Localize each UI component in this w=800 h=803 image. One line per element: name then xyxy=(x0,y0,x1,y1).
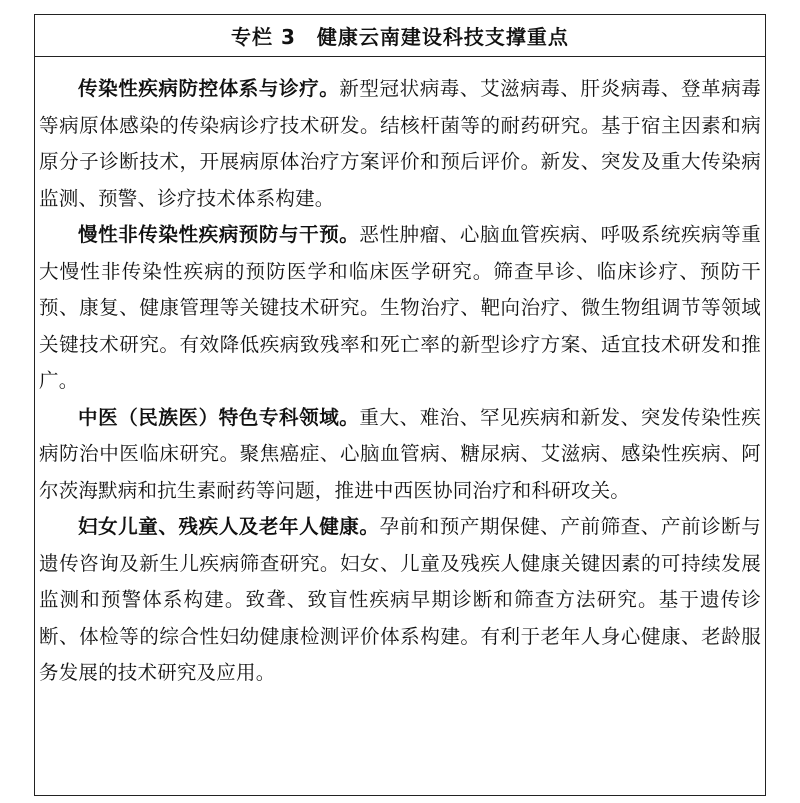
paragraph-body: 孕前和预产期保健、产前筛查、产前诊断与遗传咨询及新生儿疾病筛查研究。妇女、儿童及残疾人健康关键因素的可持续发展监测和预警体系构建。致聋、致盲性疾病早期诊断和筛查方法研究。基于遗传诊断、体检等的综合性妇幼健康检测评价体系构建。有利于老年人身心健康、老龄服务发展的技术研究及应用。 xyxy=(39,515,761,684)
paragraph-infectious-disease xyxy=(39,71,761,217)
paragraph-heading: 传染性疾病防控体系与诊疗。 xyxy=(78,77,340,100)
paragraph-body: 新型冠状病毒、艾滋病毒、肝炎病毒、登革病毒等病原体感染的传染病诊疗技术研发。结核杆菌等的耐药研究。基于宿主因素和病原分子诊断技术，开展病原体治疗方案评价和预后评价。新发、突发及重大传染病监测、预警、诊疗技术体系构建。 xyxy=(39,77,761,210)
paragraph-heading: 慢性非传染性疾病预防与干预。 xyxy=(78,223,360,246)
paragraph-body: 恶性肿瘤、心脑血管疾病、呼吸系统疾病等重大慢性非传染性疾病的预防医学和临床医学研究。筛查早诊、临床诊疗、预防干预、康复、健康管理等关键技术研究。生物治疗、靶向治疗、微生物组调节等领域关键技术研究。有效降低疾病致残率和死亡率的新型诊疗方案、适宜技术研发和推广。 xyxy=(39,223,761,392)
paragraph-heading: 中医（民族医）特色专科领域。 xyxy=(78,405,360,429)
paragraph-chronic-disease xyxy=(39,217,761,400)
column-title-bar xyxy=(35,15,765,57)
paragraph-women-children-elderly xyxy=(39,509,761,692)
paragraph-tcm-specialty xyxy=(39,400,761,510)
column-box xyxy=(34,14,766,796)
column-title: 专栏 3 健康云南建设科技支撑重点 xyxy=(231,25,569,49)
paragraph-heading: 妇女儿童、残疾人及老年人健康。 xyxy=(78,515,380,538)
paragraph-body: 重大、难治、罕见疾病和新发、突发传染性疾病防治中医临床研究。聚焦癌症、心脑血管病、糖尿病、艾滋病、感染性疾病、阿尔茨海默病和抗生素耐药等问题，推进中西医协同治疗和科研攻关。 xyxy=(39,405,761,502)
column-content xyxy=(35,57,765,692)
